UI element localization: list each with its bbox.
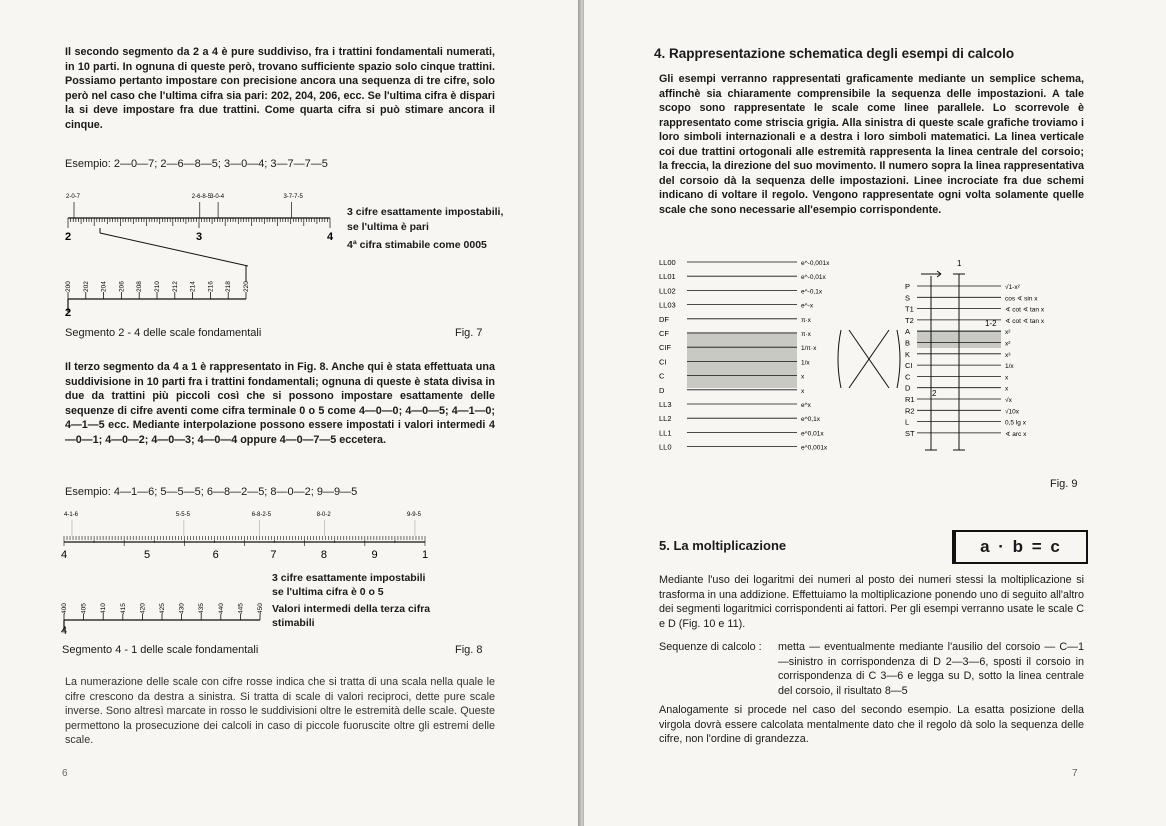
fig9-left-math: e^-0,001x — [801, 260, 830, 267]
fig9-right-math: √x — [1005, 397, 1012, 404]
fig9-left-math: x — [801, 387, 805, 395]
fig8-zoom-label: 445 — [237, 603, 245, 614]
fig7-zoom-label: 212 — [171, 281, 179, 292]
page-number-left: 6 — [62, 768, 68, 779]
fig8-top-label: 4-1-6 — [64, 512, 79, 518]
fig9-right-math: ∢ arc x — [1005, 430, 1027, 438]
fig9-left-symbol: LL3 — [659, 400, 672, 409]
fig8-main-tick: 6 — [212, 549, 219, 561]
fig9-left-symbol: D — [659, 385, 665, 395]
fig8-note-1: 3 cifre esattamente impostabili — [272, 572, 426, 584]
fig8-main-tick: 4 — [61, 549, 68, 561]
fig8-main-tick: 7 — [270, 549, 277, 561]
fig8-label: Fig. 8 — [455, 644, 483, 656]
fig9-left-math: e^-0,01x — [801, 274, 826, 282]
example-1: Esempio: 2—0—7; 2—6—8—5; 3—0—4; 3—7—7—5 — [65, 158, 328, 170]
fig7-top-label: 3-7-7-5 — [283, 194, 303, 200]
fig9-left-symbol: DF — [659, 314, 669, 324]
fig9-left-math: 1/π·x — [801, 345, 817, 353]
fig8-main-tick: 5 — [144, 549, 151, 561]
fig9-right-symbol: P — [905, 282, 911, 291]
fig9-right-math: √1-x² — [1005, 284, 1020, 291]
fig8-zoom-label: 440 — [217, 603, 225, 614]
fig9-left-math: e^-0,1x — [801, 288, 823, 296]
cursor-label-top: 1 — [957, 259, 962, 268]
fig9-right-symbol: CI — [905, 361, 913, 371]
fig8-top-label: 6-8-2-5 — [251, 512, 272, 518]
fig8-zoom-label: 405 — [80, 603, 88, 614]
fig8-zoom-label: 435 — [198, 603, 206, 614]
multiplication-formula: a · b = c — [952, 530, 1088, 564]
fig8-note-4: stimabili — [272, 617, 315, 629]
fig9-right-symbol: R1 — [905, 395, 915, 404]
fig9-right-math: ∢ cot ∢ tan x — [1005, 306, 1045, 314]
fig7-caption: Segmento 2 - 4 delle scale fondamentali — [65, 327, 262, 339]
fig7-zoom-label: 206 — [118, 281, 126, 292]
fig8-zoom-label: 450 — [257, 603, 264, 614]
fig8-top-label: 8-0-2 — [316, 512, 331, 518]
fig8-zoom-label: 400 — [61, 603, 68, 614]
section-5-heading: 5. La moltiplicazione — [659, 538, 787, 553]
fig7-zoom-label: 220 — [243, 281, 250, 292]
fig7-main-tick: 2 — [65, 231, 72, 243]
fig9-right-math: 1/x — [1005, 363, 1014, 371]
fig9-right-symbol: T1 — [905, 304, 914, 314]
fig9-left-math: e^x — [801, 402, 811, 409]
left-page — [0, 0, 580, 826]
section-4-heading: 4. Rappresentazione schematica degli esempi di calcolo — [654, 46, 1015, 61]
fig7-note-3: 4ª cifra stimabile come 0005 — [347, 239, 487, 251]
fig9-left-symbol: LL1 — [659, 428, 672, 438]
fig8-zoom-label: 430 — [178, 603, 186, 614]
fig7-zoom-label: 210 — [154, 281, 161, 292]
fig8-zoom-label: 410 — [100, 603, 108, 614]
fig9-right-symbol: ST — [905, 428, 915, 438]
sequence-text: metta — eventualmente mediante l'ausilio del corsoio — C—1—sinistro in corrispondenza di D 2—3—6, sposti il corsoio in corrispondenza di C 3—6 e legga su D, sotto la linea centrale del corsoio, il risultato 8—5 — [778, 641, 1084, 697]
fig8-top-label: 9-9-5 — [406, 512, 421, 518]
fig9-right-math: x — [1005, 385, 1009, 393]
fig9-left-math: e^0,01x — [801, 430, 824, 438]
fig9-left-symbol: LL03 — [659, 300, 676, 310]
fig9-right-symbol: D — [905, 383, 911, 393]
fig7-zoom-label: 218 — [225, 281, 233, 292]
fig9-left-symbol: LL01 — [659, 272, 676, 282]
fig8-main-tick: 9 — [371, 549, 378, 561]
cursor-label-mid: 1-2 — [985, 319, 997, 328]
fig9-right-math: 0,5 lg x — [1005, 419, 1026, 427]
right-paragraph-2: Mediante l'uso dei logaritmi dei numeri al posto dei numeri stessi la moltiplicazione si trasforma in una addizione. Effettuiamo la moltiplicazione ponendo uno di seguito all'altro dei segmenti logaritmici corrispondenti ai fattori. Per gli esempi verranno usate le scale C e D (Fig. 10 e 11). — [659, 574, 1085, 630]
fig9-left-math: e^0,1x — [801, 416, 820, 424]
right-paragraph-1: Gli esempi verranno rappresentati graficamente mediante un semplice schema, affinchè sia chiaramente comprensibile la sequenza delle impostazioni. A tale scopo sono rappresentate le scale come linee parallele. Lo scorrevole è rappresentato come striscia grigia. Alla sinistra di queste scale grafiche troviamo i loro simboli internazionali e a destra i loro simboli matematici. La linea verticale coi due trattini ortogonali alle estremità rappresenta la linea centrale del corsoio; la freccia, la direzione del suo movimento. Il numero sopra la linea rappresentativa del corsoio dà la sequenza delle impostazioni. Linee incrociate fra due schemi indicano di voltare il regolo. Vengono rappresentate ogni volta solamente quelle scale che sono necessarie all'esempio corrispondente. — [659, 73, 1084, 216]
fig7-zoom-label: 204 — [100, 281, 108, 292]
sequence-label: Sequenze di calcolo : — [659, 641, 762, 653]
fig9-right-symbol: B — [905, 338, 911, 348]
fig7-zoom-label: 214 — [189, 281, 197, 292]
example-2: Esempio: 4—1—6; 5—5—5; 6—8—2—5; 8—0—2; 9—9—5 — [65, 486, 358, 498]
fig9-right-symbol: R2 — [905, 406, 915, 416]
fig9-right-math: x — [1005, 374, 1009, 382]
fig9-right-symbol: L — [905, 417, 910, 427]
fig9-left-symbol: LL02 — [659, 286, 676, 296]
fig9-left-symbol: LL0 — [659, 442, 672, 452]
fig8-note-2: se l'ultima cifra è 0 o 5 — [272, 586, 384, 598]
fig7-zoom-base: 2 — [65, 307, 72, 319]
fig9-right-symbol: K — [905, 349, 911, 359]
fig9-right-math: x² — [1005, 329, 1011, 337]
right-paragraph-3: Analogamente si procede nel caso del secondo esempio. La esatta posizione della virgola dovrà essere calcolata mentalmente dato che il regolo dà solo la sequenza delle cifre, non l'ordine di grandezza. — [659, 704, 1084, 745]
paragraph-3: La numerazione delle scale con cifre rosse indica che si tratta di una scala nella quale le cifre crescono da destra a sinistra. Si tratta di scale di valori reciproci, dette pure scale inverse. Sono altresì marcate in rosso le suddivisioni oltre le estremità delle scale. Queste permettono la prosecuzione dei calcoli in caso di piccole fuoruscite oltre gli estremi delle scale. — [65, 676, 495, 746]
cursor-label-low: 2 — [932, 389, 937, 398]
page-number-right: 7 — [1072, 768, 1078, 779]
fig9-left-math: π·x — [801, 316, 811, 324]
fig8-top-label: 5-5-5 — [175, 512, 190, 518]
fig7-zoom-label: 216 — [207, 281, 215, 292]
fig7-zoom-label: 200 — [65, 281, 72, 292]
fig9-right-symbol: C — [905, 372, 911, 382]
fig9-left-symbol: LL2 — [659, 414, 672, 424]
fig7-main-tick: 3 — [196, 231, 203, 243]
fig9-left-symbol: CF — [659, 329, 669, 338]
fig9-schema-diagram — [659, 250, 1109, 470]
fig9-left-math: π·x — [801, 331, 811, 338]
fig9-left-math: 1/x — [801, 359, 810, 367]
fig9-left-symbol: CIF — [659, 343, 672, 353]
fig7-note-2: se l'ultima è pari — [347, 221, 429, 233]
fig8-zoom-label: 425 — [159, 603, 166, 614]
fig8-caption: Segmento 4 - 1 delle scale fondamentali — [62, 644, 259, 656]
fig9-left-math: e^0,001x — [801, 444, 828, 452]
fig7-top-label: 3-0-4 — [210, 194, 225, 200]
paragraph-2: Il terzo segmento da 4 a 1 è rappresentato in Fig. 8. Anche qui è stata effettuata una suddivisione in 10 parti fra i trattini fondamentali; ognuna di queste è stata divisa in due da trattini più piccoli così che si possono impostare esattamente delle sequenze di cifre aventi come cifra terminale 0 o 5 come 4—0—0; 4—0—5; 4—1—0; 4—1—5 ecc. Mediante interpolazione possono essere impostati i valori intermedi 4—0—1; 4—0—2; 4—0—3; 4—0—4 oppure 4—0—7—5 eccetera. — [65, 361, 495, 446]
fig9-label: Fig. 9 — [1050, 478, 1078, 490]
fig9-left-math: e^-x — [801, 302, 814, 310]
fig7-zoom-label: 202 — [82, 281, 90, 292]
fig8-zoom-label: 415 — [119, 603, 127, 614]
fig8-zoom-label: 420 — [139, 603, 147, 614]
fig8-main-tick: 8 — [320, 549, 328, 561]
fig7-top-label: 2-0-7 — [66, 194, 81, 200]
fig7-top-label: 2-6-8-5 — [191, 194, 212, 200]
fig9-right-math: x³ — [1005, 351, 1011, 359]
fig9-left-symbol: CI — [659, 357, 667, 367]
fig9-right-math: √10x — [1005, 408, 1020, 416]
right-page — [584, 0, 1166, 826]
fig7-zoom-label: 208 — [136, 281, 144, 292]
fig9-left-math: x — [801, 373, 805, 381]
fig9-right-symbol: T2 — [905, 315, 914, 325]
fig9-right-symbol: S — [905, 293, 911, 303]
fig7-scale-diagram — [60, 188, 350, 323]
fig9-right-math: x² — [1005, 340, 1011, 348]
fig8-main-tick: 1 — [422, 549, 429, 561]
fig7-label: Fig. 7 — [455, 327, 483, 339]
fig9-right-math: ∢ cot ∢ tan x — [1005, 317, 1045, 325]
fig9-left-symbol: LL00 — [659, 258, 676, 267]
intro-paragraph: Il secondo segmento da 2 a 4 è pure suddiviso, fra i trattini fondamentali numerati, in 10 parti. In ognuna di queste però, trovano sufficiente spazio solo cinque trattini. Possiamo pertanto impostare con precisione ancora una sequenza di tre cifre, solo però nel caso che l'ultima cifra sia pari: 202, 204, 206, ecc. Se l'ultima cifra è dispari la si deve impostare fra due trattini. Come quarta cifra si può stimare ancora il cinque. — [65, 46, 495, 131]
fig8-note-3: Valori intermedi della terza cifra — [272, 603, 431, 615]
fig8-zoom-base: 4 — [61, 625, 68, 636]
fig7-note-1: 3 cifre esattamente impostabili, — [347, 206, 504, 218]
fig9-right-math: cos ∢ sin x — [1005, 295, 1038, 303]
fig9-left-symbol: C — [659, 371, 665, 381]
fig9-right-symbol: A — [905, 327, 911, 337]
fig7-main-tick: 4 — [327, 231, 334, 243]
